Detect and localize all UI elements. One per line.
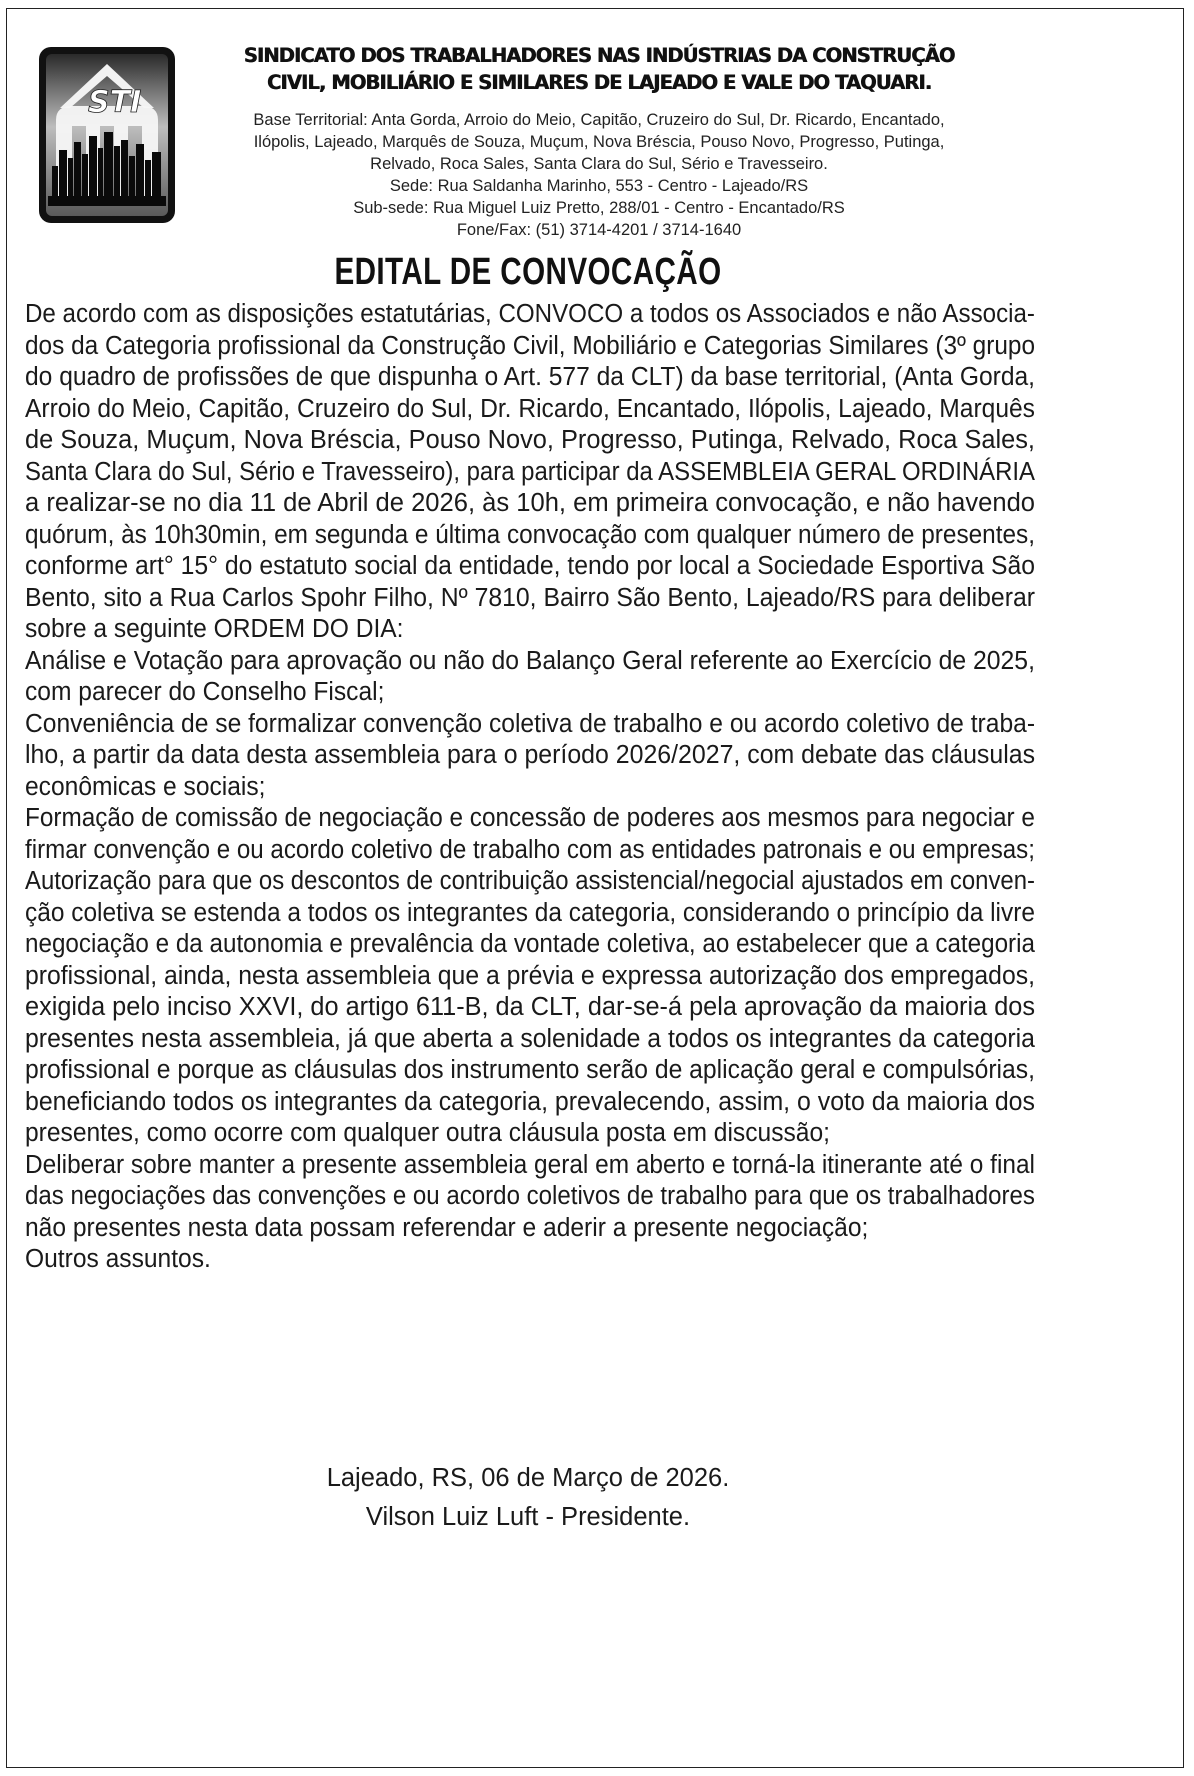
body-line: presentes nesta assembleia, já que aberta a solenidade a todos os integrantes da categoria <box>25 1024 1035 1053</box>
body-line: Análise e Votação para aprovação ou não do Balanço Geral referente ao Exercício de 2025, <box>25 646 1035 675</box>
logo-text: STI <box>88 85 142 120</box>
body-line: conforme art° 15° do estatuto social da entidade, tendo por local a Sociedade Esportiva São <box>25 552 1036 580</box>
territory-line-3: Relvado, Roca Sales, Santa Clara do Sul, Sério e Travesseiro. <box>370 155 828 173</box>
body-line: exigida pelo inciso XXVI, do artigo 611-B, da CLT, dar-se-á pela aprovação da maioria dos <box>25 993 1035 1021</box>
body-line: Autorização para que os descontos de contribuição assistencial/negocial ajustados em conven- <box>25 867 1035 895</box>
territory-line-1: Base Territorial: Anta Gorda, Arroio do Meio, Capitão, Cruzeiro do Sul, Dr. Ricardo, Encantado, <box>253 111 945 129</box>
body-line: profissional e porque as cláusulas dos instrumento serão de aplicação geral e compulsórias, <box>25 1056 1035 1084</box>
union-name-line1: SINDICATO DOS TRABALHADORES NAS INDÚSTRIAS DA CONSTRUÇÃO <box>243 44 955 67</box>
body-line: Conveniência de se formalizar convenção coletiva de trabalho e ou acordo coletivo de traba- <box>25 709 1036 738</box>
body-line: Arroio do Meio, Capitão, Cruzeiro do Sul, Dr. Ricardo, Encantado, Ilópolis, Lajeado, Marquês <box>25 394 1035 423</box>
headquarters-address: Sede: Rua Saldanha Marinho, 553 - Centro - Lajeado/RS <box>389 177 809 195</box>
body-line: Deliberar sobre manter a presente assembleia geral em aberto e torná-la itinerante até o final <box>25 1150 1035 1179</box>
union-name <box>190 42 1008 96</box>
body-line: lho, a partir da data desta assembleia para o período 2026/2027, com debate das cláusulas <box>25 741 1036 769</box>
body-line: firmar convenção e ou acordo coletivo de trabalho com as entidades patronais e ou empresas; <box>25 835 1035 864</box>
body-line: do quadro de profissões de que dispunha o Art. 577 da CLT) da base territorial, (Anta Gorda, <box>25 363 1036 391</box>
body-line: econômicas e sociais; <box>25 772 266 801</box>
union-info <box>190 109 1008 241</box>
territory-line-2: Ilópolis, Lajeado, Marquês de Souza, Muçum, Nova Bréscia, Pouso Novo, Progresso, Putinga, <box>253 133 945 151</box>
body-line: Santa Clara do Sul, Sério e Travesseiro), para participar da ASSEMBLEIA GERAL ORDINÁRIA <box>25 457 1036 486</box>
signer: Vilson Luiz Luft - Presidente. <box>365 1503 691 1531</box>
body-line: dos da Categoria profissional da Construção Civil, Mobiliário e Categorias Similares (3º grupo <box>25 331 1036 360</box>
body-line: Bento, sito a Rua Carlos Spohr Filho, Nº 7810, Bairro São Bento, Lajeado/RS para deliberar <box>25 583 1035 612</box>
sti-logo <box>38 46 176 224</box>
branch-address: Sub-sede: Rua Miguel Luiz Pretto, 288/01 - Centro - Encantado/RS <box>353 199 845 217</box>
body-line: das negociações das convenções e ou acordo coletivos de trabalho para que os trabalhadores <box>25 1182 1035 1210</box>
body-line: presentes, como ocorre com qualquer outra cláusula posta em discussão; <box>25 1119 830 1147</box>
notice-body <box>25 299 1035 1276</box>
body-line: com parecer do Conselho Fiscal; <box>25 678 385 706</box>
body-line: de Souza, Muçum, Nova Bréscia, Pouso Novo, Progresso, Putinga, Relvado, Roca Sales, <box>25 426 1035 454</box>
body-line: a realizar-se no dia 11 de Abril de 2026, às 10h, em primeira convocação, e não havendo <box>25 489 1036 517</box>
body-line: beneficiando todos os integrantes da categoria, prevalecendo, assim, o voto da maioria dos <box>25 1087 1035 1116</box>
body-line: ção coletiva se estenda a todos os integrantes da categoria, considerando o princípio da livre <box>25 898 1035 927</box>
body-line: quórum, às 10h30min, em segunda e última convocação com qualquer número de presentes, <box>25 520 1035 549</box>
body-line: De acordo com as disposições estatutárias, CONVOCO a todos os Associados e não Associa- <box>25 300 1035 328</box>
body-line: profissional, ainda, nesta assembleia que a prévia e expressa autorização dos empregados, <box>25 961 1035 990</box>
place-date: Lajeado, RS, 06 de Março de 2026. <box>326 1464 730 1492</box>
union-name-line2: CIVIL, MOBILIÁRIO E SIMILARES DE LAJEADO E VALE DO TAQUARI. <box>266 71 932 94</box>
body-line: Formação de comissão de negociação e concessão de poderes aos mesmos para negociar e <box>25 804 1035 832</box>
body-line: negociação e da autonomia e prevalência da vontade coletiva, ao estabelecer que a categoria <box>25 930 1035 958</box>
page-title: EDITAL DE CONVOCAÇÃO <box>334 251 722 293</box>
body-line: sobre a seguinte ORDEM DO DIA: <box>25 615 404 643</box>
body-line: não presentes nesta data possam referendar e aderir a presente negociação; <box>25 1213 869 1242</box>
body-line: Outros assuntos. <box>25 1245 211 1273</box>
phone-fax: Fone/Fax: (51) 3714-4201 / 3714-1640 <box>456 221 742 239</box>
